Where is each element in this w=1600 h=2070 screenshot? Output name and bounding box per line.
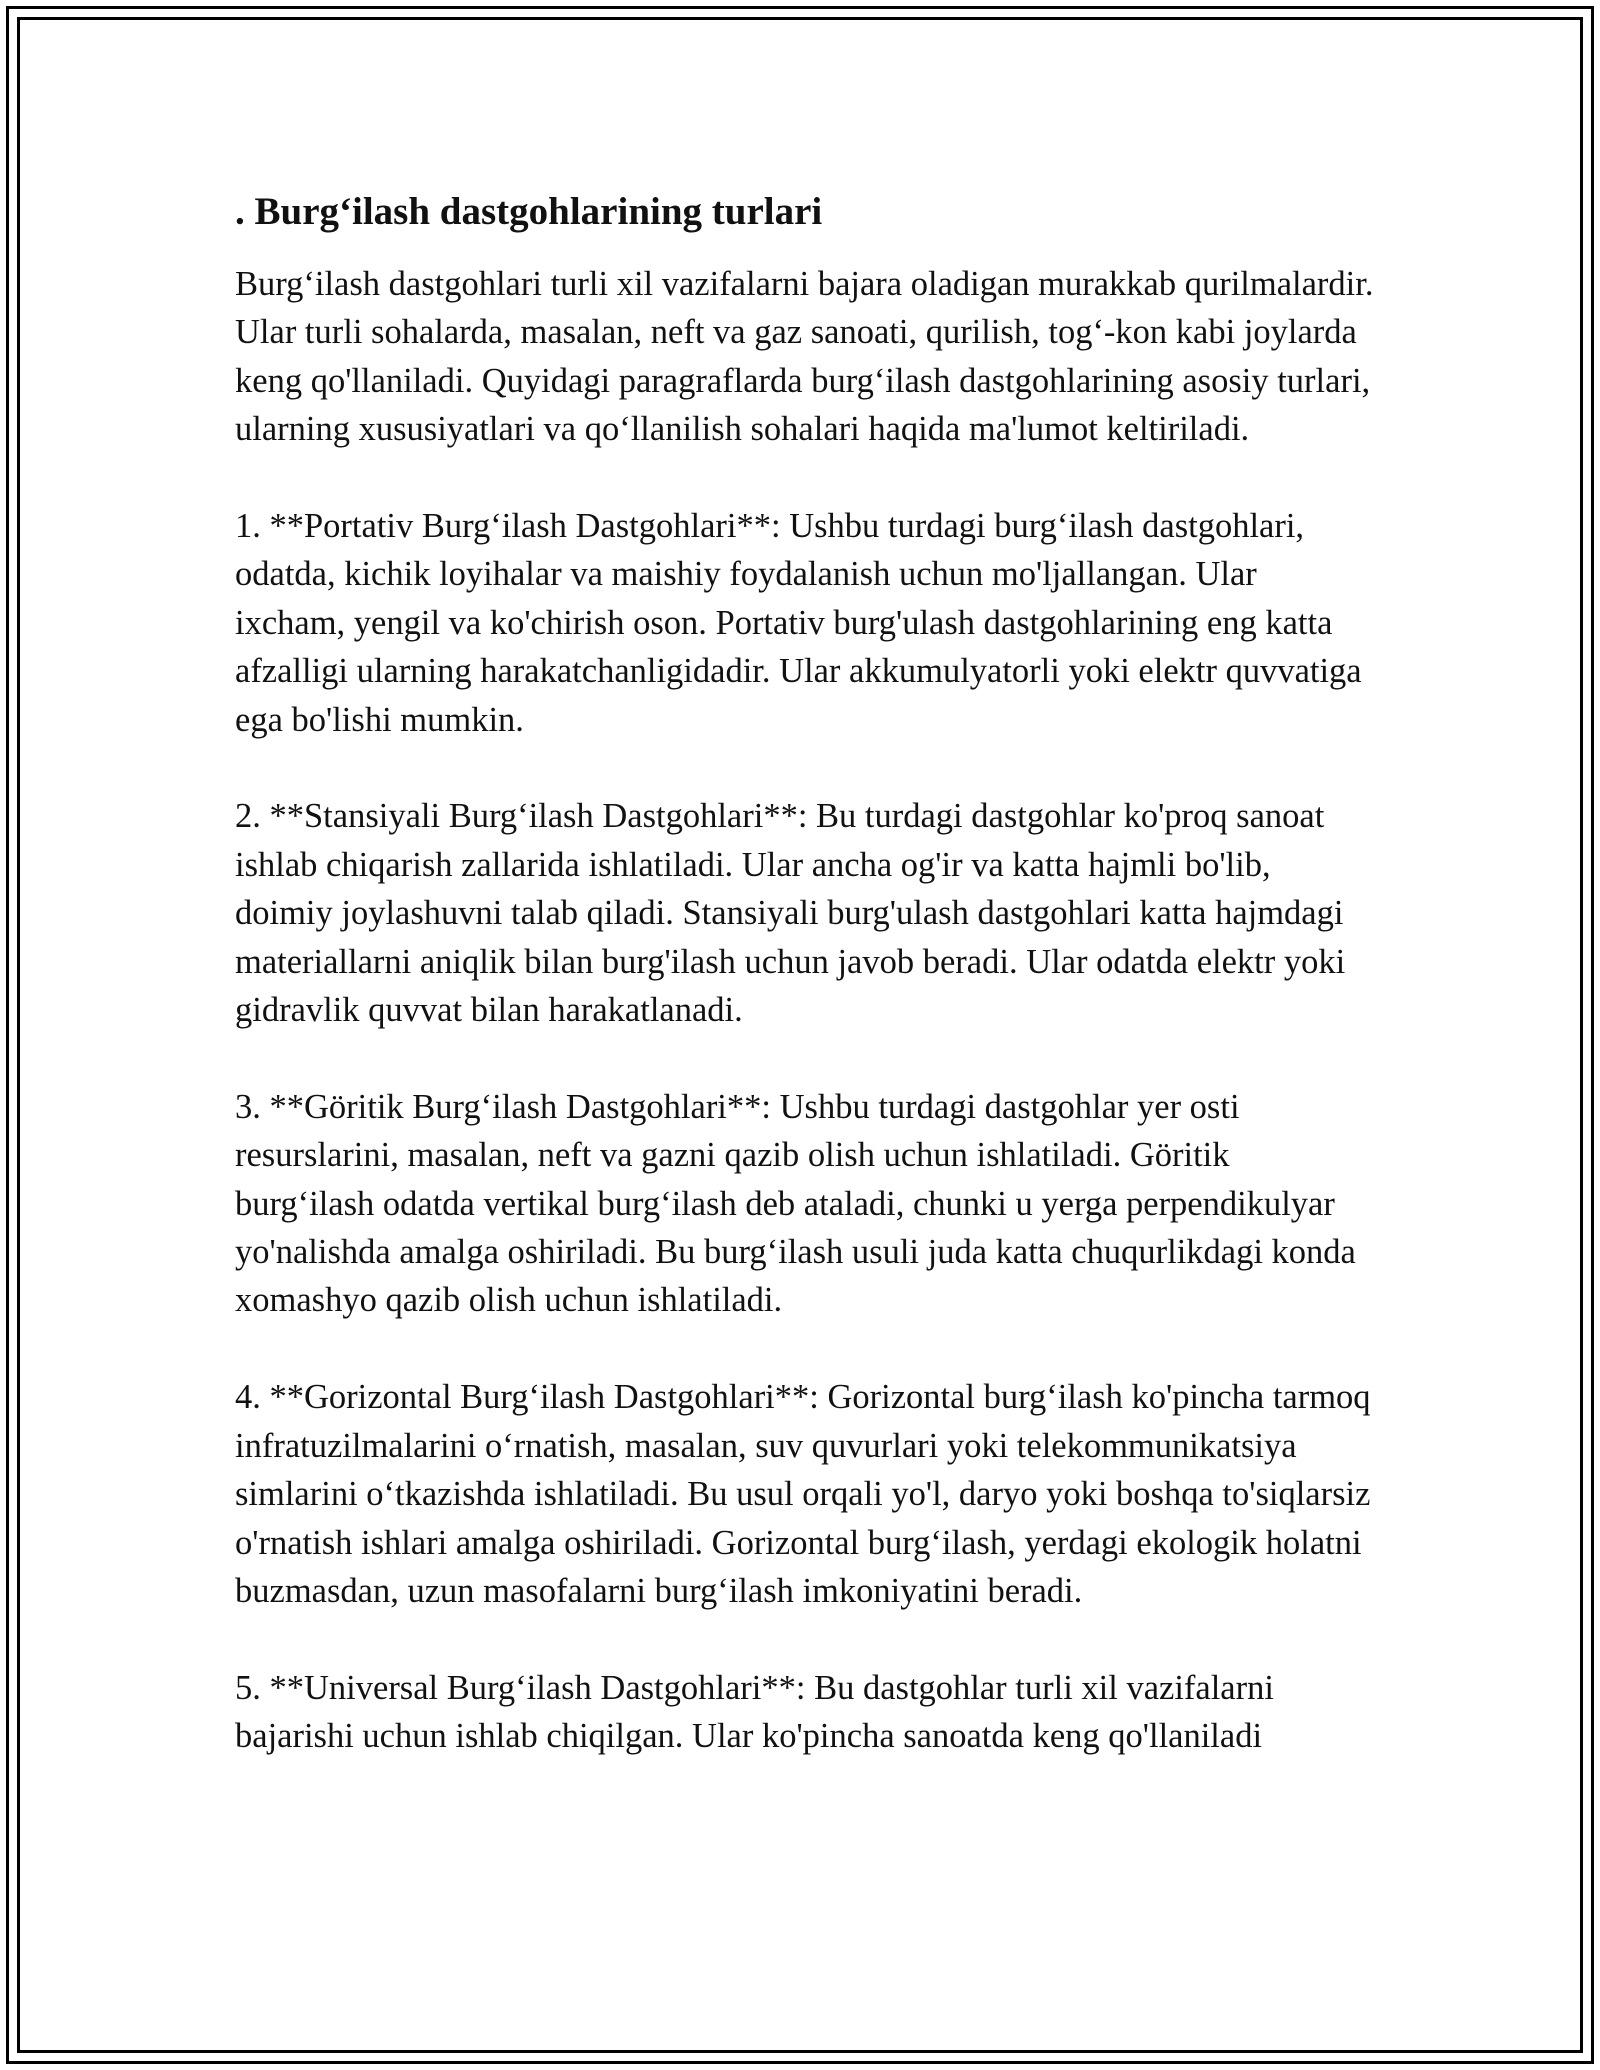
list-item-portable: 1. **Portativ Burg‘ilash Dastgohlari**: Ushbu turdagi burg‘ilash dastgohlari, odatda, kichik loyihalar va maishiy foydalanish uchun mo'ljallangan. Ular ixcham, yengil va ko'chirish oson. Portativ burg'ulash dastgohlarining eng katta afzalligi ularning harakatchanligidadir. Ular akkumulyatorli yoki elektr quvvatiga ega bo'lishi mumkin. bbox=[235, 507, 1362, 739]
intro-paragraph: Burg‘ilash dastgohlari turli xil vazifalarni bajara oladigan murakkab qurilmalardir. Ular turli sohalarda, masalan, neft va gaz sanoati, qurilish, tog‘-kon kabi joylarda keng qo'llaniladi. Quyidagi paragraflarda burg‘ilash dastgohlarining asosiy turlari, ularning xususiyatlari va qo‘llanilish sohalari haqida ma'lumot keltiriladi. bbox=[235, 265, 1374, 449]
list-item-stationary: 2. **Stansiyali Burg‘ilash Dastgohlari**: Bu turdagi dastgohlar ko'proq sanoat ishlab chiqarish zallarida ishlatiladi. Ular ancha og'ir va katta hajmli bo'lib, doimiy joylashuvni talab qiladi. Stansiyali burg'ulash dastgohlari katta hajmdagi materiallarni aniqlik bilan burg'ilash uchun javob beradi. Ular odatda elektr yoki gidravlik quvvat bilan harakatlanadi. bbox=[235, 797, 1346, 1030]
document-body bbox=[235, 188, 1375, 1761]
list-item-universal: 5. **Universal Burg‘ilash Dastgohlari**: Bu dastgohlar turli xil vazifalarni bajarishi uchun ishlab chiqilgan. Ular ko'pincha sanoatda keng qo'llaniladi bbox=[235, 1668, 1274, 1756]
document-title: . Burg‘ilash dastgohlarining turlari bbox=[235, 190, 823, 233]
list-item-horizontal: 4. **Gorizontal Burg‘ilash Dastgohlari**: Gorizontal burg‘ilash ko'pincha tarmoq infratuzilmalarini o‘rnatish, masalan, suv quvurlari yoki telekommunikatsiya simlarini o‘tkazishda ishlatiladi. Bu usul orqali yo'l, daryo yoki boshqa to'siqlarsiz o'rnatish ishlari amalga oshiriladi. Gorizontal burg‘ilash, yerdagi ekologik holatni buzmasdan, uzun masofalarni burg‘ilash imkoniyatini beradi. bbox=[235, 1378, 1371, 1610]
list-item-vertical: 3. **Göritik Burg‘ilash Dastgohlari**: Ushbu turdagi dastgohlar yer osti resurslarini, masalan, neft va gazni qazib olish uchun ishlatiladi. Göritik burg‘ilash odatda vertikal burg‘ilash deb ataladi, chunki u yerga perpendikulyar yo'nalishda amalga oshiriladi. Bu burg‘ilash usuli juda katta chuqurlikdagi konda xomashyo qazib olish uchun ishlatiladi. bbox=[235, 1087, 1356, 1320]
